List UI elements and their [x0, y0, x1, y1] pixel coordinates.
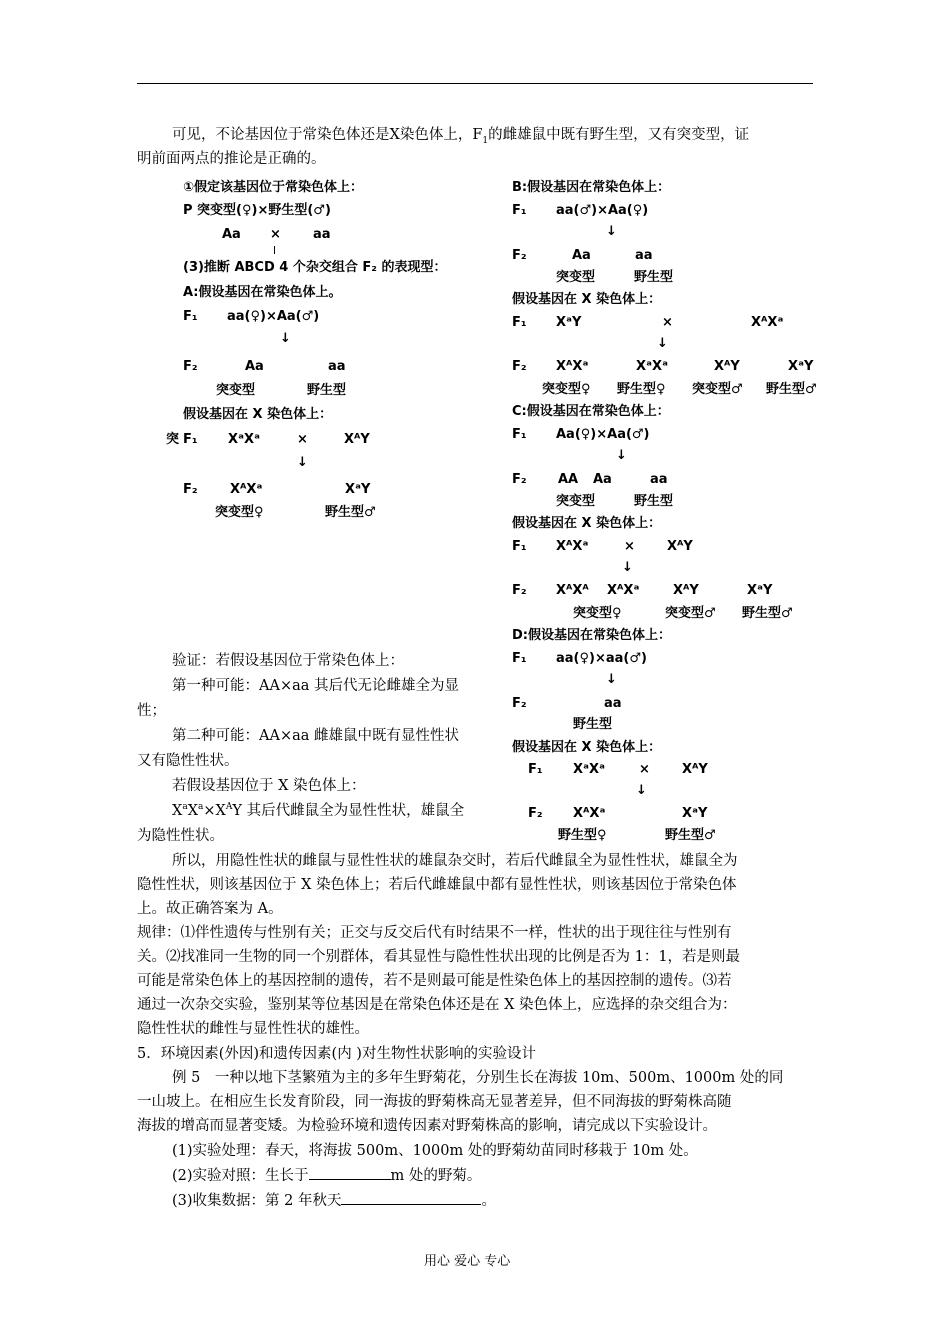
fig-genotype: aa	[635, 248, 653, 263]
fig-phenotype: 突变型♂	[692, 382, 743, 397]
example-line: (3)收集数据：第 2 年秋天 。	[172, 1190, 496, 1212]
fig-genotype: XᴬY	[673, 583, 699, 598]
fig-phenotype: 突变型♀	[215, 505, 264, 520]
example-line: 海拔的增高而显著变矮。为检验环境和遗传因素对野菊株高的影响，请完成以下实验设计。	[137, 1118, 717, 1134]
verify-line: 若假设基因位于 X 染色体上：	[172, 778, 366, 794]
fig-phenotype: 突变型♀	[542, 382, 591, 397]
rule-line: 关。⑵找准同一生物的同一个别群体，看其显性与隐性性状出现的比例是否为 1：1，若是则最	[137, 949, 741, 965]
fig-genotype: XᴬY	[682, 762, 708, 777]
fig-label-f1: F₁	[183, 432, 198, 447]
rule-line: 通过一次杂交实验，鉴别某等位基因是在常染色体还是在 X 染色体上，应选择的杂交组合为：	[137, 997, 737, 1013]
fig-C-cross: Aa(♀)×Aa(♂)	[556, 427, 650, 442]
verify-line: $X^aX^a\times X^AY$ 其后代雌鼠全为显性性状，雄鼠全	[172, 802, 465, 819]
rule-line: 隐性性状的雌性与显性性状的雄性。	[137, 1021, 369, 1037]
fig-genotype: XᴬY	[714, 359, 740, 374]
fig-label-f2: F₂	[183, 359, 198, 374]
fig-arrow: ↓	[616, 448, 627, 463]
fig-genotype: aa	[328, 359, 346, 374]
fig-A-xchrom: 假设基因在 X 染色体上：	[183, 407, 333, 422]
intro-line-1: 可见，不论基因位于常染色体还是X染色体上，$F_1$的雌雄鼠中既有野生型，又有突变型，证	[172, 127, 750, 146]
fig-label-f1: F₁	[512, 203, 527, 218]
fig-cross-sign: ×	[662, 315, 673, 330]
fig-heading-infer: (3)推断 ABCD 4 个杂交组合 F₂ 的表现型：	[183, 260, 447, 275]
fig-genotype: XᵃY	[345, 482, 371, 497]
fig-label-f1: F₁	[512, 427, 527, 442]
rule-line: 规律：⑴伴性遗传与性别有关；正交与反交后代有时结果不一样，性状的出于现往往与性别有	[137, 925, 732, 941]
fig-stray-char: 突	[166, 432, 180, 447]
fig-genotype: XᵃXᵃ	[228, 432, 260, 447]
example-line: (2)实验对照：生长于 m 处的野菊。	[172, 1165, 481, 1187]
fig-genotype: XᴬY	[344, 432, 370, 447]
fig-genotype: aa	[313, 227, 331, 242]
fig-phenotype: 野生型♀	[558, 828, 607, 843]
fig-label-f2: F₂	[512, 248, 527, 263]
fig-arrow: ↓	[606, 672, 617, 687]
fig-genotype: XᵃY	[556, 315, 582, 330]
fig-p-cross: P 突变型(♀)×野生型(♂)	[183, 203, 331, 218]
fig-B-xchrom: 假设基因在 X 染色体上：	[512, 292, 662, 307]
fig-genotype: Aa	[572, 248, 591, 263]
example-line: 一山坡上。在相应生长发育阶段，同一海拔的野菊株高无显著差异，但不同海拔的野菊株高随	[137, 1094, 732, 1110]
fig-genotype: aa	[604, 696, 622, 711]
fill-in-blank[interactable]	[309, 1165, 391, 1180]
fig-label-f2: F₂	[512, 583, 527, 598]
fill-in-blank[interactable]	[341, 1190, 481, 1205]
fig-genotype: XᴬXᵃ	[230, 482, 263, 497]
fig-genotype: XᵃXᵃ	[573, 762, 605, 777]
fig-phenotype: 野生型	[307, 383, 347, 398]
fig-label-f1: F₁	[512, 539, 527, 554]
example-line: (1)实验处理：春天，将海拔 500m、1000m 处的野菊幼苗同时移栽于 10m 处。	[172, 1143, 698, 1159]
body-line: 隐性性状，则该基因位于 X 染色体上；若后代雌雄鼠中都有显性性状，则该基因位于常染色体	[137, 877, 737, 893]
fig-cross-sign: ×	[624, 539, 635, 554]
fig-label-f1: F₁	[512, 315, 527, 330]
fig-arrow: ↓	[636, 783, 647, 798]
section-heading: 5．环境因素(外因)和遗传因素(内 )对生物性状影响的实验设计	[137, 1046, 536, 1062]
fig-heading-autosome: ①假定该基因位于常染色体上：	[183, 180, 364, 195]
fig-genotype: XᵃY	[747, 583, 773, 598]
rule-line: 可能是常染色体上的基因控制的遗传，若不是则最可能是性染色体上的基因控制的遗传。⑶若	[137, 973, 732, 989]
fig-arrow: ↓	[280, 331, 291, 346]
fig-label-f2: F₂	[512, 359, 527, 374]
fig-A-cross: aa(♀)×Aa(♂)	[227, 309, 320, 324]
fig-cross-sign: ×	[297, 432, 308, 447]
fig-C-autosome: C:假设基因在常染色体上：	[512, 404, 670, 419]
verify-line: 又有隐性性状。	[137, 753, 239, 769]
fig-genotype: aa	[650, 472, 668, 487]
fig-phenotype: 突变型♂	[665, 606, 716, 621]
fig-arrow: ↓	[297, 455, 308, 470]
fig-label-f2: F₂	[512, 696, 527, 711]
fig-D-autosome: D:假设基因在常染色体上：	[512, 628, 671, 643]
body-line: 所以，用隐性性状的雌鼠与显性性状的雄鼠杂交时，若后代雌鼠全为显性性状，雄鼠全为	[172, 853, 738, 869]
body-line: 上。故正确答案为 A。	[137, 901, 283, 917]
fig-genotype: XᴬXᵃ	[751, 315, 784, 330]
fig-B-cross: aa(♂)×Aa(♀)	[556, 203, 649, 218]
fig-label-f1: F₁	[512, 651, 527, 666]
fig-label-f1: F₁	[183, 309, 198, 324]
fig-phenotype: 突变型	[556, 494, 596, 509]
fig-D-cross: aa(♀)×aa(♂)	[556, 651, 647, 666]
fig-genotype: XᴬXᴬ	[556, 583, 589, 598]
fig-genotype: XᴬXᵃ	[607, 583, 640, 598]
fig-genotype: XᵃY	[788, 359, 814, 374]
fig-D-xchrom: 假设基因在 X 染色体上：	[512, 740, 662, 755]
fig-phenotype: 野生型♀	[617, 382, 666, 397]
fig-genotype: Aa	[245, 359, 264, 374]
intro-line-2: 明前面两点的推论是正确的。	[137, 151, 326, 167]
page-footer: 用心 爱心 专心	[424, 1254, 511, 1269]
fig-B-autosome: B:假设基因在常染色体上：	[512, 180, 671, 195]
fig-phenotype: 野生型	[573, 717, 613, 732]
verify-line: 性；	[137, 703, 166, 719]
fig-label-f2: F₂	[183, 482, 198, 497]
fig-genotype: AA	[558, 472, 579, 487]
fig-genotype: XᴬXᵃ	[573, 806, 606, 821]
verify-line: 验证：若假设基因位于常染色体上：	[172, 653, 404, 669]
fig-label-f2: F₂	[528, 806, 543, 821]
fig-cross-sign: ×	[639, 762, 650, 777]
fig-genotype: XᵃY	[682, 806, 708, 821]
header-rule	[137, 83, 813, 84]
fig-phenotype: 野生型	[634, 270, 674, 285]
verify-line: 为隐性性状。	[137, 828, 224, 844]
fig-genotype: XᴬXᵃ	[556, 539, 589, 554]
fig-phenotype: 突变型	[216, 383, 256, 398]
fig-arrow: ↓	[657, 336, 668, 351]
fig-arrow: ↓	[622, 560, 633, 575]
fig-genotype: XᴬXᵃ	[556, 359, 589, 374]
fig-arrow: ↓	[606, 224, 617, 239]
fig-phenotype: 野生型♂	[325, 505, 376, 520]
fig-cross-sign: ×	[270, 227, 281, 242]
fig-phenotype: 野生型♂	[742, 606, 793, 621]
fig-C-xchrom: 假设基因在 X 染色体上：	[512, 516, 662, 531]
verify-line: 第二种可能：AA×aa 雌雄鼠中既有显性性状	[172, 728, 459, 744]
example-line: 例 5 一种以地下茎繁殖为主的多年生野菊花，分别生长在海拔 10m、500m、1000m 处的同	[172, 1070, 784, 1086]
fig-genotype: Aa	[222, 227, 241, 242]
verify-line: 第一种可能：AA×aa 其后代无论雌雄全为显	[172, 678, 459, 694]
fig-phenotype: 突变型	[556, 270, 596, 285]
fig-genotype: XᴬY	[667, 539, 693, 554]
fig-phenotype: 野生型♂	[665, 828, 716, 843]
fig-phenotype: 突变型♀	[573, 606, 622, 621]
fig-tick	[274, 246, 275, 254]
fig-genotype: XᵃXᵃ	[636, 359, 668, 374]
fig-label-f2: F₂	[512, 472, 527, 487]
fig-phenotype: 野生型♂	[766, 382, 817, 397]
fig-A-autosome: A:假设基因在常染色体上。	[183, 285, 342, 300]
fig-label-f1: F₁	[528, 762, 543, 777]
fig-phenotype: 野生型	[634, 494, 674, 509]
fig-genotype: Aa	[593, 472, 612, 487]
